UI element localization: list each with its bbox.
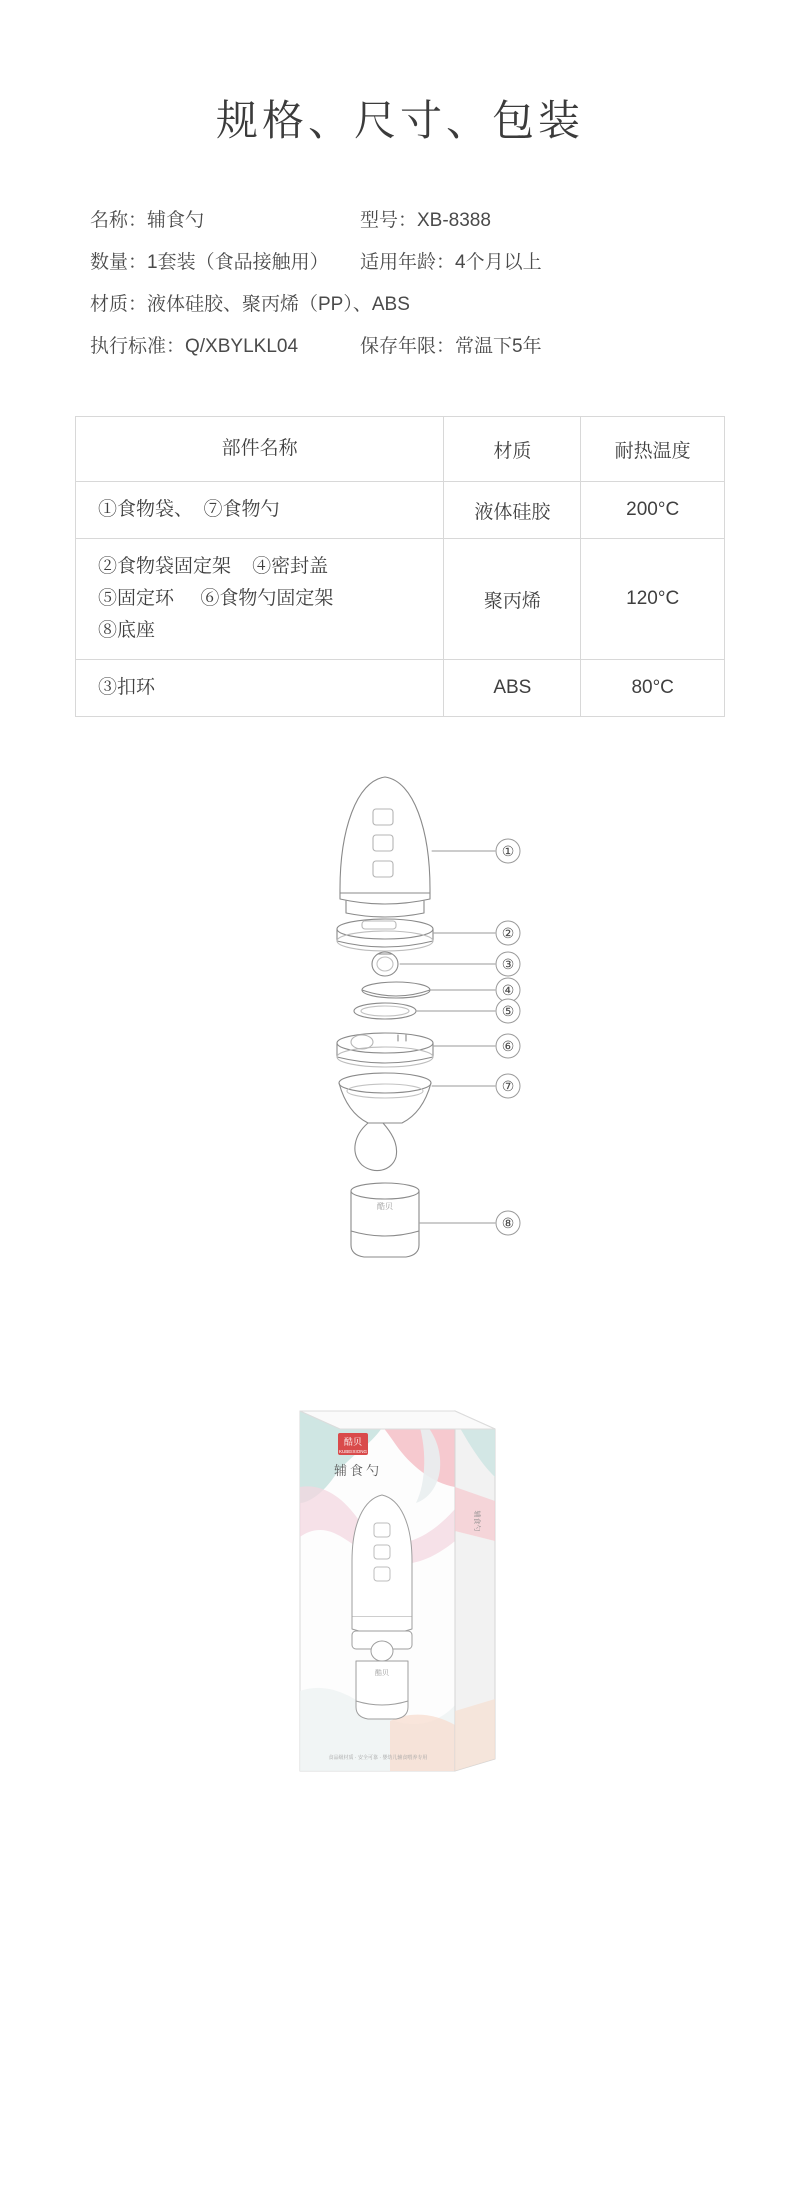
callout-3 (496, 952, 520, 976)
package-device-base-mark: 酷贝 (375, 1670, 389, 1677)
spec-row (90, 242, 800, 284)
diagram-callouts (496, 839, 520, 1235)
part-name-line: ⑧底座 (98, 620, 156, 641)
callout-label: ③ (501, 956, 515, 972)
table-row (76, 539, 725, 660)
callout-label: ① (501, 843, 515, 859)
cell-material: ABS (444, 660, 581, 717)
part-name-line: ①食物袋、 ⑦食物勺 (98, 499, 280, 520)
table-header-row (76, 417, 725, 482)
package-side-name: 辅食勺 (473, 1510, 480, 1532)
callout-label: ⑦ (501, 1078, 515, 1094)
cell-part-name (76, 660, 444, 717)
part-fixing-ring (354, 1003, 416, 1019)
spec-standard: 执行标准：Q/XBYLKL04 (90, 336, 299, 357)
callout-1 (496, 839, 520, 863)
header-part-name: 部件名称 (76, 417, 444, 482)
part-pouch-holder (337, 919, 433, 951)
spec-list (0, 200, 800, 368)
brand-badge-text: 酷贝 (343, 1437, 363, 1447)
spec-row (90, 284, 800, 326)
package-footer-text: 食品级材质 · 安全可靠 · 婴幼儿辅食喂养专用 (328, 1755, 428, 1761)
spec-age: 适用年龄：4个月以上 (360, 252, 542, 273)
callout-2 (496, 921, 520, 945)
spec-shelf-life: 保存年限：常温下5年 (360, 336, 542, 357)
table-row (76, 660, 725, 717)
exploded-diagram (0, 761, 800, 1321)
cell-part-name (76, 539, 444, 660)
package-photo (0, 1391, 800, 1811)
callout-label: ⑧ (501, 1215, 515, 1231)
callout-label: ⑥ (501, 1038, 515, 1054)
cell-material: 液体硅胶 (444, 482, 581, 539)
cell-part-name (76, 482, 444, 539)
package-product-illustration (352, 1495, 412, 1719)
callout-4 (496, 978, 520, 1002)
brand-badge (338, 1433, 368, 1455)
part-food-pouch (340, 777, 430, 917)
spec-name: 名称：辅食勺 (90, 210, 205, 231)
spec-material: 材质：液体硅胶、聚丙烯（PP）、ABS (90, 294, 410, 315)
diagram-svg (140, 761, 660, 1301)
spec-quantity: 数量：1套装（食品接触用） (90, 252, 329, 273)
part-name-line: ③扣环 (98, 677, 156, 698)
cell-temperature: 80°C (581, 660, 725, 717)
callout-label: ② (501, 925, 515, 941)
cell-temperature: 120°C (581, 539, 725, 660)
callout-label: ④ (501, 982, 515, 998)
callout-5 (496, 999, 520, 1023)
cell-temperature: 200°C (581, 482, 725, 539)
part-food-spoon (339, 1073, 431, 1171)
cell-material: 聚丙烯 (444, 539, 581, 660)
spec-model: 型号：XB-8388 (360, 210, 491, 231)
callout-8 (496, 1211, 520, 1235)
package-product-name: 辅食勺 (333, 1463, 383, 1478)
parts-table-wrapper (75, 416, 725, 717)
table-row (76, 482, 725, 539)
spec-row (90, 200, 800, 242)
brand-badge-sub: KUBEIXIONG (338, 1449, 368, 1454)
parts-table (75, 416, 725, 717)
spec-row (90, 326, 800, 368)
part-name-line: ②食物袋固定架 ④密封盖 (98, 556, 329, 577)
part-spoon-holder (337, 1033, 433, 1067)
part-buckle-ring (372, 952, 398, 976)
callout-6 (496, 1034, 520, 1058)
page-title: 规格、尺寸、包装 (215, 97, 584, 144)
leader-lines (400, 851, 495, 1223)
package-svg (240, 1391, 560, 1791)
part-name-line: ⑤固定环 ⑥食物勺固定架 (98, 588, 334, 609)
part-base (351, 1183, 419, 1257)
header-temperature: 耐热温度 (581, 417, 725, 482)
callout-7 (496, 1074, 520, 1098)
part-sealing-lid (362, 982, 430, 998)
callout-label: ⑤ (501, 1003, 515, 1019)
header-material: 材质 (444, 417, 581, 482)
base-brand-mark: 酷贝 (377, 1202, 393, 1211)
